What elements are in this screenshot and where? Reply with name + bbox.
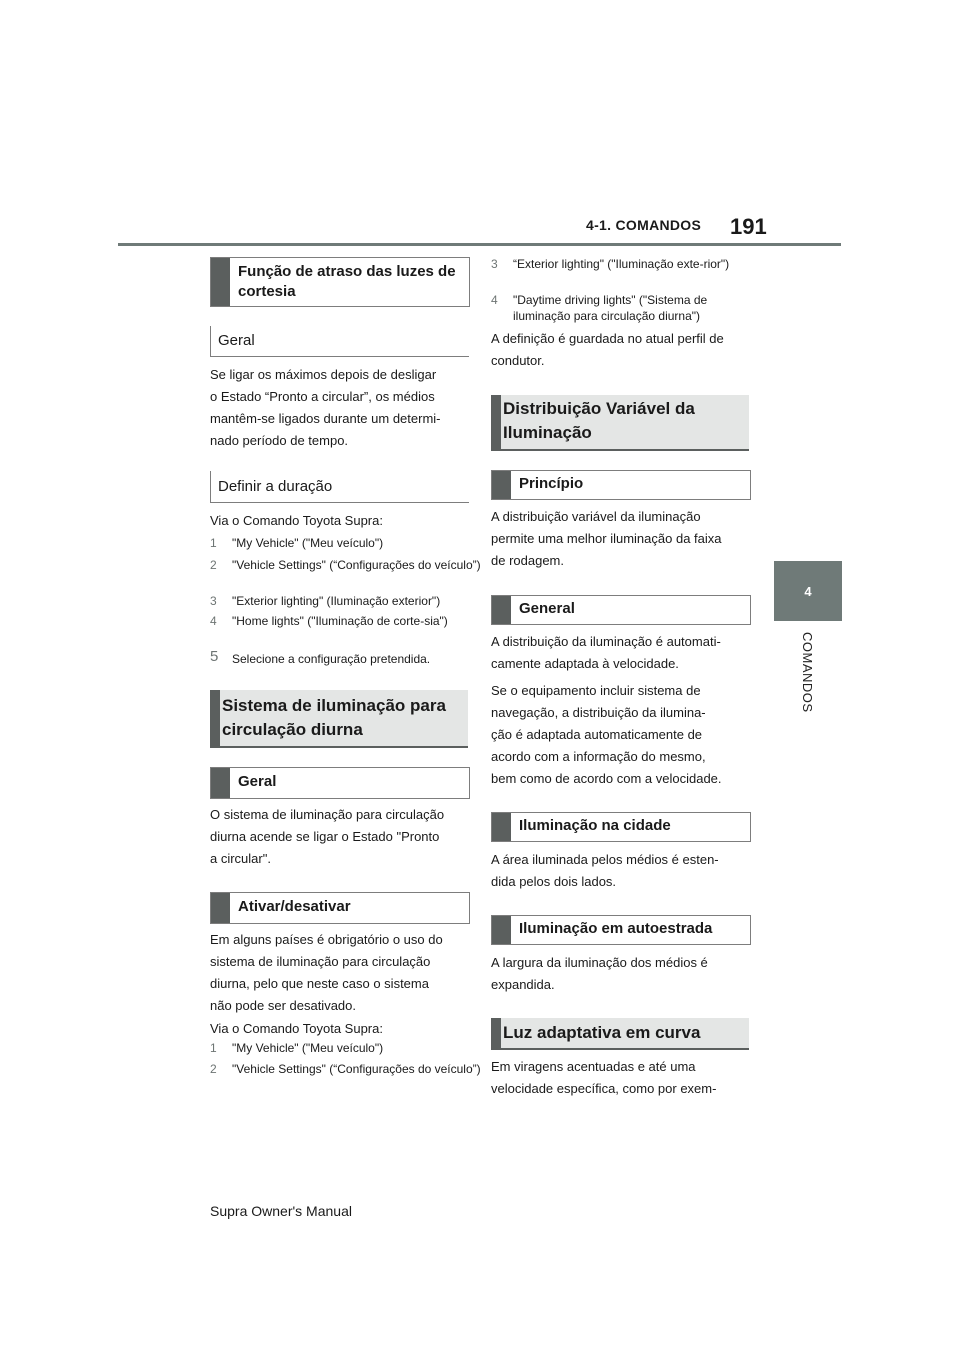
step-text: "My Vehicle" ("Meu veículo"): [232, 536, 384, 550]
step-number: 2: [210, 1062, 217, 1076]
header-rule: [118, 243, 841, 246]
step-number: 2: [210, 558, 217, 572]
step-item: [210, 1061, 482, 1077]
text-line: camente adaptada à velocidade.: [491, 656, 679, 671]
text-line: navegação, a distribuição da ilumina-: [491, 705, 706, 720]
step-text: "Daytime driving lights" ("Sistema de iluminação para circulação diurna"): [513, 293, 708, 323]
paragraph-via-2: Via o Comando Toyota Supra:: [210, 1021, 383, 1036]
step-number: 4: [491, 293, 498, 307]
step-item: [210, 648, 482, 667]
step-text: "Exterior lighting" (Iluminação exterior"): [232, 594, 441, 608]
heading-highway-lighting: [491, 915, 751, 945]
paragraph-courtesy: [210, 364, 472, 452]
step-text: "Home lights" ("Iluminação de corte-sia"): [232, 614, 448, 628]
text-line: Em alguns países é obrigatório o uso do: [210, 932, 443, 947]
text-line: A largura da iluminação dos médios é: [491, 955, 708, 970]
paragraph-mandatory: [210, 929, 472, 1017]
step-item: [210, 557, 482, 573]
step-text: Selecione a configuração pretendida.: [232, 652, 431, 666]
heading-text: Iluminação em autoestrada: [519, 920, 713, 937]
heading-text: Geral: [218, 332, 255, 349]
text-line: A distribuição variável da iluminação: [491, 509, 701, 524]
heading-bar: [491, 1018, 501, 1050]
heading-text: Luz adaptativa em curva: [503, 1023, 701, 1042]
heading-principle: [491, 470, 751, 500]
text-line: Em viragens acentuadas e até uma: [491, 1059, 696, 1074]
paragraph-profile: [491, 328, 753, 372]
heading-adaptive-curve: [491, 1018, 749, 1050]
heading-text: Geral: [238, 773, 277, 790]
paragraph-curve: [491, 1056, 753, 1100]
text-line: Se o equipamento incluir sistema de: [491, 683, 701, 698]
text-line: o Estado “Pronto a circular”, os médios: [210, 389, 435, 404]
step-item: [210, 613, 482, 629]
chapter-label: COMANDOS: [800, 632, 815, 713]
text-line: expandida.: [491, 977, 555, 992]
heading-courtesy-delay: [210, 257, 470, 307]
heading-bar: [210, 690, 220, 748]
step-number: 3: [491, 257, 498, 271]
heading-bar: [492, 813, 511, 841]
step-item: [210, 1040, 482, 1056]
text-line: velocidade específica, como por exem-: [491, 1081, 717, 1096]
text-line: ção é adaptada automaticamente de: [491, 727, 703, 742]
heading-geral-2: [210, 767, 470, 799]
step-number: 5: [210, 648, 219, 665]
step-item: [210, 535, 482, 551]
heading-text: Iluminação na cidade: [519, 817, 671, 834]
heading-activate: [210, 892, 470, 924]
step-text: “Exterior lighting" ("Iluminação exte-rior"): [513, 257, 730, 271]
step-item: [491, 292, 763, 324]
text-line: condutor.: [491, 353, 545, 368]
text-line: A definição é guardada no atual perfil de: [491, 331, 724, 346]
text-line: diurna, pelo que neste caso o sistema: [210, 976, 429, 991]
text-line: não pode ser desativado.: [210, 998, 356, 1013]
heading-bar: [211, 893, 230, 923]
heading-bar: [492, 471, 511, 499]
text-line: bem como de acordo com a velocidade.: [491, 771, 722, 786]
text-line: mantêm-se ligados durante um determi-: [210, 411, 441, 426]
heading-bar: [491, 395, 501, 451]
heading-text: General: [519, 600, 575, 617]
heading-text: Função de atraso das luzes de cortesia: [238, 263, 456, 300]
heading-bar: [211, 258, 230, 306]
text-line: a circular".: [210, 851, 271, 866]
section-title: 4-1. COMANDOS: [586, 217, 702, 233]
step-item: [210, 593, 482, 609]
step-number: 1: [210, 1041, 217, 1055]
text-line: de rodagem.: [491, 553, 564, 568]
paragraph-navigation: [491, 680, 753, 790]
text-line: O sistema de iluminação para circulação: [210, 807, 445, 822]
paragraph-general: [491, 631, 753, 675]
heading-drl-system: [210, 690, 468, 748]
step-number: 3: [210, 594, 217, 608]
paragraph-principle: [491, 506, 753, 572]
heading-text: Distribuição Variável da Iluminação: [503, 399, 695, 442]
text-line: sistema de iluminação para circulação: [210, 954, 431, 969]
page-number: 191: [730, 214, 767, 239]
heading-text: Sistema de iluminação para circulação diurna: [222, 696, 446, 739]
text-line: A distribuição da iluminação é automati-: [491, 634, 721, 649]
text-line: permite uma melhor iluminação da faixa: [491, 531, 722, 546]
text-line: A área iluminada pelos médios é esten-: [491, 852, 719, 867]
paragraph-highway: [491, 952, 753, 996]
step-item: [491, 256, 763, 272]
chapter-tab: 4: [774, 561, 842, 621]
paragraph-via-1: Via o Comando Toyota Supra:: [210, 513, 383, 528]
heading-geral-1: [210, 326, 469, 357]
step-text: "My Vehicle" ("Meu veículo"): [232, 1041, 384, 1055]
text-line: diurna acende se ligar o Estado "Pronto: [210, 829, 440, 844]
heading-variable-distribution: [491, 395, 749, 451]
step-number: 4: [210, 614, 217, 628]
paragraph-drl: [210, 804, 472, 870]
heading-bar: [211, 768, 230, 798]
heading-bar: [492, 596, 511, 624]
text-line: dida pelos dois lados.: [491, 874, 617, 889]
text-line: Se ligar os máximos depois de desligar: [210, 367, 437, 382]
step-text: "Vehicle Settings" (“Configurações do veículo”): [232, 558, 481, 572]
heading-text: Ativar/desativar: [238, 898, 351, 915]
step-number: 1: [210, 536, 217, 550]
heading-text: Definir a duração: [218, 478, 333, 495]
step-text: "Vehicle Settings" (“Configurações do veículo”): [232, 1062, 481, 1076]
heading-general: [491, 595, 751, 625]
text-line: acordo com a informação do mesmo,: [491, 749, 706, 764]
heading-text: Princípio: [519, 475, 584, 492]
heading-city-lighting: [491, 812, 751, 842]
heading-bar: [492, 916, 511, 944]
footer-manual-title: Supra Owner's Manual: [210, 1203, 352, 1219]
paragraph-city: [491, 849, 753, 893]
heading-set-duration: [210, 471, 469, 503]
text-line: nado período de tempo.: [210, 433, 349, 448]
